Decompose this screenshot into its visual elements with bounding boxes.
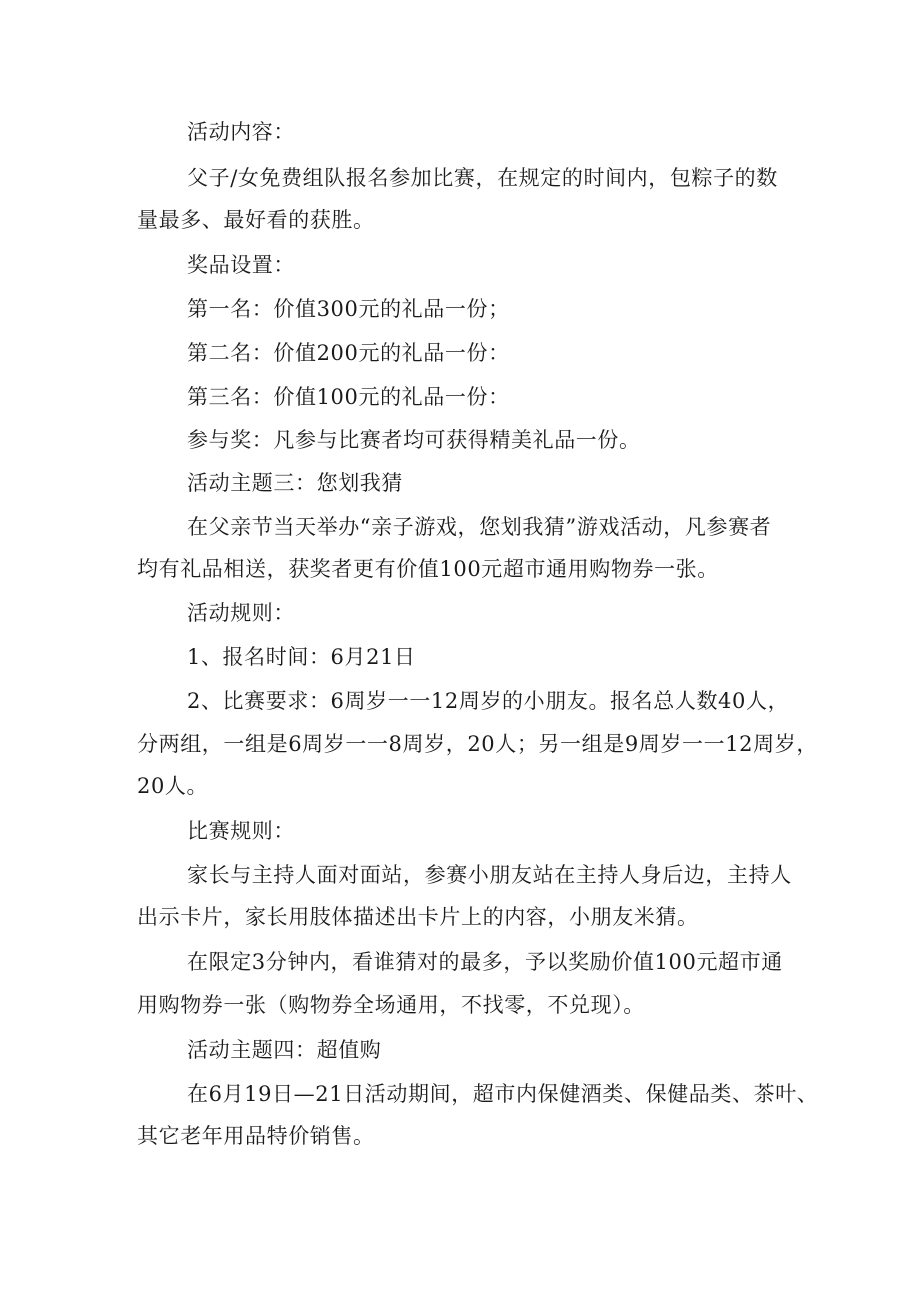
prize-participation: 参与奖：凡参与比赛者均可获得精美礼品一份。 <box>187 428 641 452</box>
paragraph-line: 家长与主持人面对面站，参赛小朋友站在主持人身后边，主持人 <box>187 863 792 887</box>
paragraph-line: 在父亲节当天举办“亲子游戏，您划我猜”游戏活动，凡参赛者 <box>187 515 772 539</box>
section-heading-competition-rules: 比赛规则： <box>187 819 295 843</box>
rule-item-2: 2、比赛要求：6周岁一一12周岁的小朋友。报名总人数40人， <box>187 689 790 713</box>
section-heading-prize-setting: 奖品设置： <box>187 253 295 277</box>
prize-first: 第一名：价值300元的礼品一份； <box>187 297 510 321</box>
section-heading-activity-content: 活动内容： <box>187 120 295 144</box>
paragraph-line: 出示卡片，家长用肢体描述出卡片上的内容，小朋友米猜。 <box>137 905 699 929</box>
section-heading-activity-rules: 活动规则： <box>187 601 295 625</box>
paragraph-line: 其它老年用品特价销售。 <box>137 1124 375 1148</box>
rule-item-1: 1、报名时间：6月21日 <box>187 645 416 669</box>
prize-second: 第二名：价值200元的礼品一份： <box>187 341 510 365</box>
prize-third: 第三名：价值100元的礼品一份： <box>187 385 510 409</box>
section-heading-theme-three: 活动主题三：您划我猜 <box>187 471 403 495</box>
paragraph-line: 父子/女免费组队报名参加比赛，在规定的时间内，包粽子的数 <box>187 166 778 190</box>
section-heading-theme-four: 活动主题四：超值购 <box>187 1038 382 1062</box>
paragraph-line: 均有礼品相送，获奖者更有价值100元超市通用购物券一张。 <box>137 557 719 581</box>
paragraph-line: 量最多、最好看的获胜。 <box>137 208 375 232</box>
paragraph-line: 在6月19日—21日活动期间，超市内保健酒类、保健品类、茶叶、 <box>187 1082 819 1106</box>
paragraph-line: 在限定3分钟内，看谁猜对的最多，予以奖励价值100元超市通 <box>187 950 783 974</box>
paragraph-line: 用购物券一张（购物券全场通用，不找零，不兑现）。 <box>137 993 645 1017</box>
paragraph-line: 20人。 <box>137 774 209 798</box>
paragraph-line: 分两组，一组是6周岁一一8周岁，20人；另一组是9周岁一一12周岁， <box>137 732 818 756</box>
